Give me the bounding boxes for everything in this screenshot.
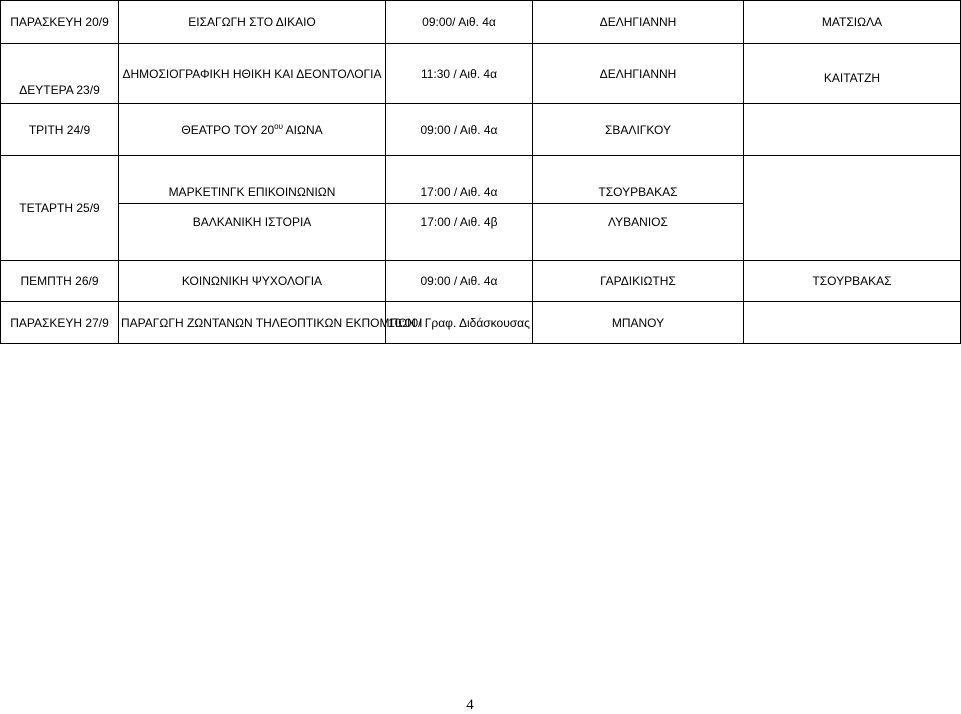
time-room-cell: 11:30 / Αιθ. 4α bbox=[386, 44, 533, 104]
ordinal-superscript: ου bbox=[274, 121, 283, 131]
supervisor-cell bbox=[744, 104, 961, 156]
course-title-end: ΑΙΩΝΑ bbox=[282, 122, 323, 137]
time-room-cell: 09:00 / Αιθ. 4α bbox=[386, 261, 533, 302]
time-room-cell: 17:00 / Αιθ. 4α bbox=[386, 156, 533, 204]
time-room-cell: 09:00/ Αιθ. 4α bbox=[386, 1, 533, 44]
table-row bbox=[1, 44, 961, 104]
course-cell: ΒΑΛΚΑΝΙΚΗ ΙΣΤΟΡΙΑ bbox=[119, 204, 386, 261]
course-cell: ΠΑΡΑΓΩΓΗ ΖΩΝΤΑΝΩΝ ΤΗΛΕΟΠΤΙΚΩΝ ΕΚΠΟΜΠΩΝ Ι bbox=[119, 302, 386, 344]
time-room-cell: 10:00/ Γραφ. Διδάσκουσας bbox=[386, 302, 533, 344]
course-cell: ΕΙΣΑΓΩΓΗ ΣΤΟ ΔΙΚΑΙΟ bbox=[119, 1, 386, 44]
course-cell: ΔΗΜΟΣΙΟΓΡΑΦΙΚΗ ΗΘΙΚΗ ΚΑΙ ΔΕΟΝΤΟΛΟΓΙΑ bbox=[119, 44, 386, 104]
instructor-cell: ΤΣΟΥΡΒΑΚΑΣ bbox=[533, 156, 744, 204]
day-cell: ΔΕΥΤΕΡΑ 23/9 bbox=[1, 44, 119, 104]
table-row bbox=[1, 261, 961, 302]
table-row bbox=[1, 1, 961, 44]
instructor-cell: ΛΥΒΑΝΙΟΣ bbox=[533, 204, 744, 261]
instructor-cell: ΓΑΡΔΙΚΙΩΤΗΣ bbox=[533, 261, 744, 302]
day-cell: ΠΑΡΑΣΚΕΥΗ 27/9 bbox=[1, 302, 119, 344]
time-room-cell: 09:00 / Αιθ. 4α bbox=[386, 104, 533, 156]
course-cell: ΚΟΙΝΩΝΙΚΗ ΨΥΧΟΛΟΓΙΑ bbox=[119, 261, 386, 302]
supervisor-cell: ΤΣΟΥΡΒΑΚΑΣ bbox=[744, 261, 961, 302]
supervisor-cell: ΚΑΙΤΑΤΖΗ bbox=[744, 44, 961, 104]
day-cell: ΠΑΡΑΣΚΕΥΗ 20/9 bbox=[1, 1, 119, 44]
instructor-cell: ΔΕΛΗΓΙΑΝΝΗ bbox=[533, 1, 744, 44]
course-cell: ΜΑΡΚΕΤΙΝΓΚ ΕΠΙΚΟΙΝΩΝΙΩΝ bbox=[119, 156, 386, 204]
day-cell: ΤΡΙΤΗ 24/9 bbox=[1, 104, 119, 156]
table-row bbox=[1, 104, 961, 156]
supervisor-cell bbox=[744, 156, 961, 261]
day-cell: ΠΕΜΠΤΗ 26/9 bbox=[1, 261, 119, 302]
table-row bbox=[1, 302, 961, 344]
time-room-cell: 17:00 / Αιθ. 4β bbox=[386, 204, 533, 261]
supervisor-cell bbox=[744, 302, 961, 344]
supervisor-cell: ΜΑΤΣΙΩΛΑ bbox=[744, 1, 961, 44]
day-cell: ΤΕΤΑΡΤΗ 25/9 bbox=[1, 156, 119, 261]
table-row bbox=[1, 156, 961, 204]
instructor-cell: ΜΠΑΝΟΥ bbox=[533, 302, 744, 344]
page-number: 4 bbox=[466, 697, 474, 713]
instructor-cell: ΣΒΑΛΙΓΚΟΥ bbox=[533, 104, 744, 156]
course-cell bbox=[119, 104, 386, 156]
exam-schedule-table bbox=[0, 0, 961, 344]
instructor-cell: ΔΕΛΗΓΙΑΝΝΗ bbox=[533, 44, 744, 104]
course-title-main: ΘΕΑΤΡΟ ΤΟΥ 20 bbox=[181, 122, 275, 137]
